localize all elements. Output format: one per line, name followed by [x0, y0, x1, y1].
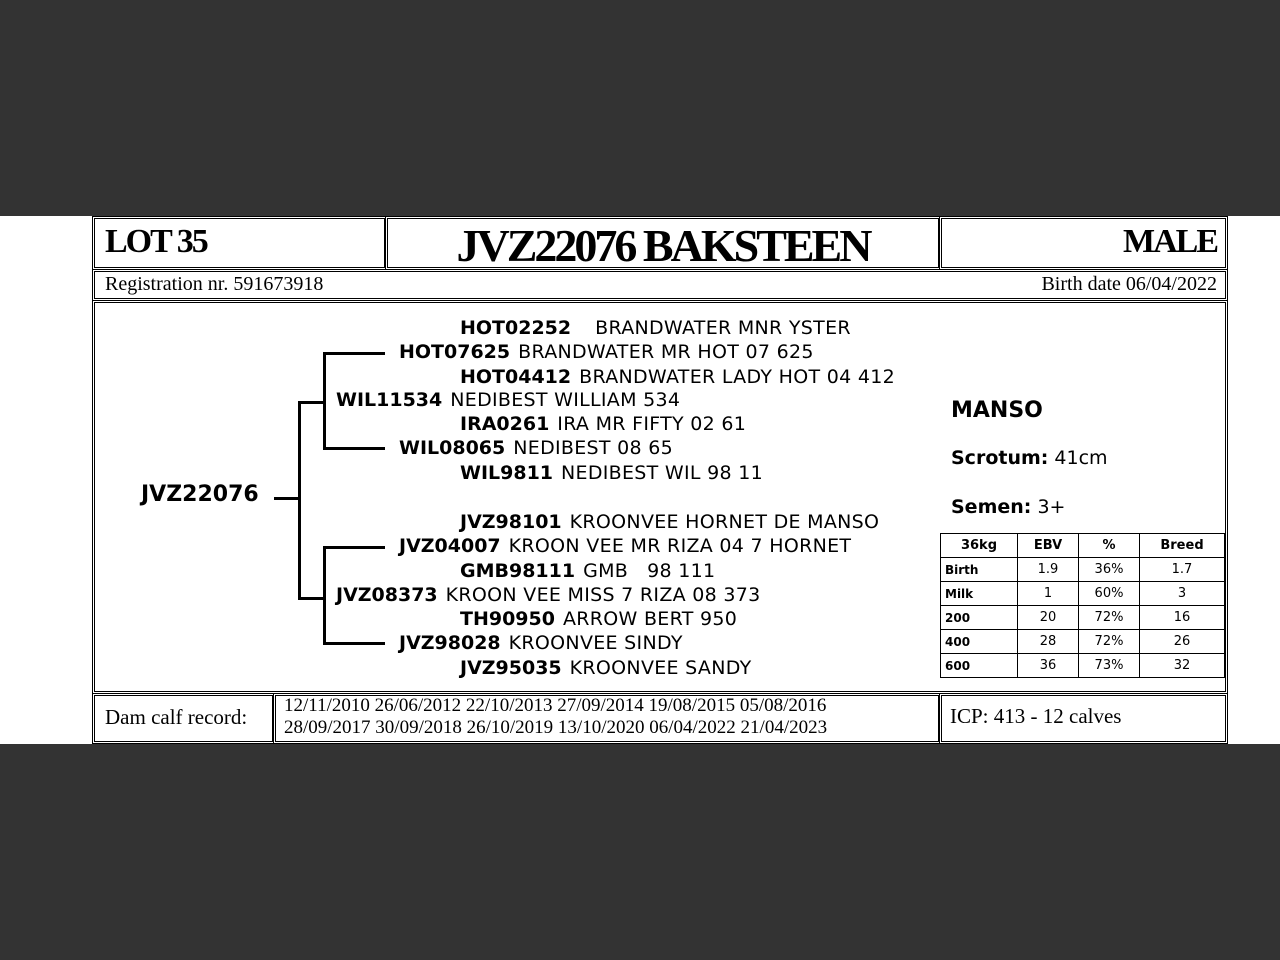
table-row: 200 20 72% 16	[941, 606, 1225, 630]
pedigree-line	[323, 352, 326, 450]
registration-number: Registration nr. 591673918	[105, 273, 324, 295]
icp-box	[939, 693, 1228, 744]
pedigree-entry: HOT02252 BRANDWATER MNR YSTER	[460, 317, 851, 339]
animal-name: JVZ22076 BAKSTEEN	[456, 220, 870, 271]
calf-record-label-box	[92, 693, 275, 744]
pedigree-entry: TH90950 ARROW BERT 950	[460, 608, 738, 630]
pedigree-line	[323, 447, 385, 450]
ebv-table	[940, 533, 1225, 678]
pedigree-line	[323, 546, 326, 644]
birth-date: Birth date 06/04/2022	[1041, 273, 1217, 295]
animal-name-box	[385, 216, 941, 270]
ebv-header: 36kg	[941, 534, 1018, 558]
lot-number: LOT 35	[105, 223, 207, 260]
lot-card	[92, 216, 1228, 744]
breeder-name: MANSO	[951, 398, 1043, 423]
animal-sex: MALE	[1123, 223, 1217, 260]
ebv-header-row	[941, 534, 1225, 558]
calf-record-dates-box	[273, 693, 941, 744]
pedigree-entry: JVZ98028 KROONVEE SINDY	[399, 632, 683, 654]
pedigree-entry: JVZ04007 KROON VEE MR RIZA 04 7 HORNET	[399, 535, 852, 557]
pedigree-entry: WIL11534 NEDIBEST WILLIAM 534	[336, 389, 681, 411]
table-row: Birth 1.9 36% 1.7	[941, 558, 1225, 582]
sex-box	[939, 216, 1228, 270]
pedigree-line	[298, 597, 324, 600]
icp-value: ICP: 413 - 12 calves	[950, 704, 1122, 728]
pedigree-line	[274, 497, 298, 500]
pedigree-entry: JVZ08373 KROON VEE MISS 7 RIZA 08 373	[336, 584, 761, 606]
pedigree-line	[298, 401, 301, 599]
pedigree-subject	[141, 483, 259, 507]
calf-dates-line: 12/11/2010 26/06/2012 22/10/2013 27/09/2014 19/08/2015 05/08/2016	[284, 695, 827, 716]
pedigree-entry: JVZ98101 KROONVEE HORNET DE MANSO	[460, 511, 880, 533]
pedigree-entry: IRA0261 IRA MR FIFTY 02 61	[460, 413, 747, 435]
calf-dates-line: 28/09/2017 30/09/2018 26/10/2019 13/10/2020 06/04/2022 21/04/2023	[284, 717, 828, 738]
ebv-header: %	[1079, 534, 1140, 558]
ebv-header: EBV	[1018, 534, 1079, 558]
pedigree-line	[323, 642, 385, 645]
calf-record-dates	[284, 695, 827, 739]
table-row: 600 36 73% 32	[941, 654, 1225, 678]
registration-row	[92, 269, 1228, 301]
pedigree-entry: JVZ95035 KROONVEE SANDY	[460, 657, 752, 679]
pedigree-entry: WIL08065 NEDIBEST 08 65	[399, 437, 674, 459]
pedigree-line	[298, 401, 324, 404]
ebv-header: Breed	[1140, 534, 1225, 558]
pedigree-line	[323, 546, 385, 549]
sale-card-area	[0, 216, 1280, 744]
table-row: Milk 1 60% 3	[941, 582, 1225, 606]
scrotum-info: Scrotum: 41cm	[951, 447, 1108, 469]
calf-record-label: Dam calf record:	[105, 705, 248, 729]
table-row: 400 28 72% 26	[941, 630, 1225, 654]
pedigree-entry: HOT07625 BRANDWATER MR HOT 07 625	[399, 341, 814, 363]
pedigree-entry: WIL9811 NEDIBEST WIL 98 11	[460, 462, 764, 484]
pedigree-line	[323, 352, 385, 355]
subject-code: JVZ22076	[141, 482, 259, 507]
pedigree-entry: HOT04412 BRANDWATER LADY HOT 04 412	[460, 366, 895, 388]
pedigree-entry: GMB98111 GMB 98 111	[460, 560, 716, 582]
semen-info: Semen: 3+	[951, 496, 1066, 518]
lot-box	[92, 216, 387, 270]
